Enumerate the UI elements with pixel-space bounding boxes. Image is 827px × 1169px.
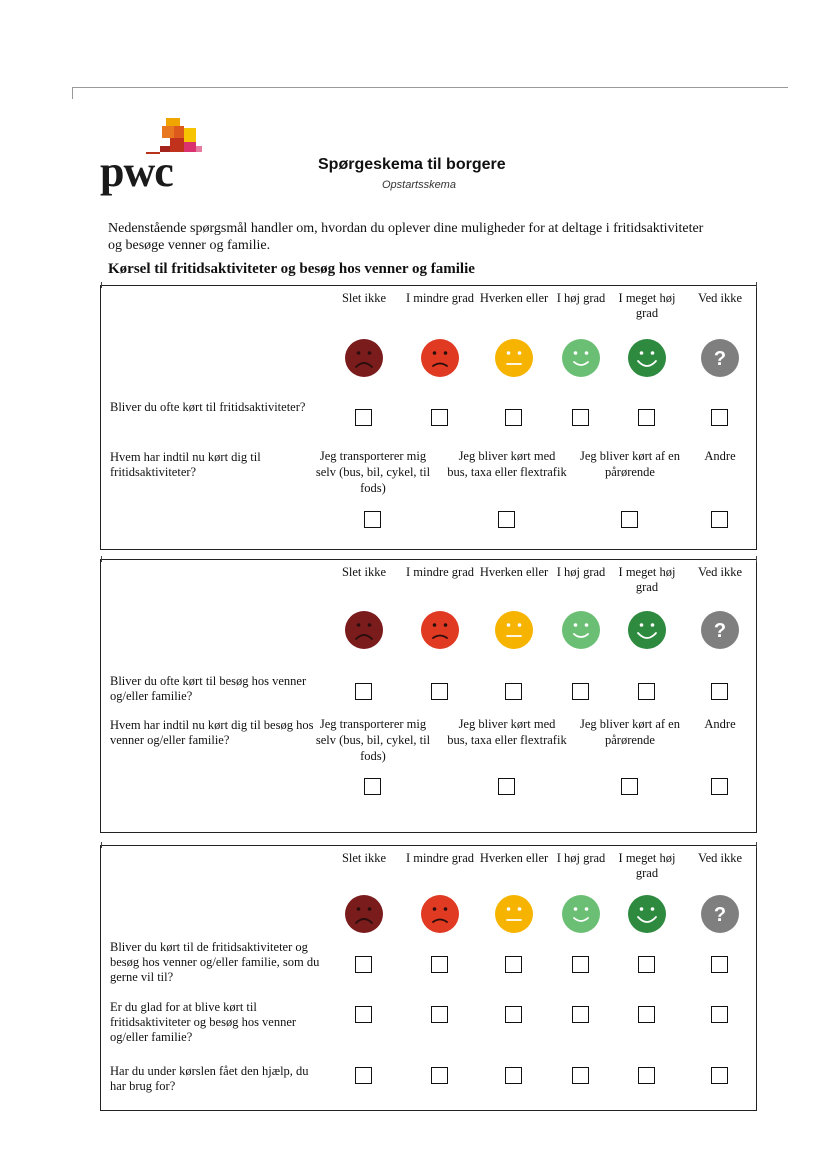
transport-option-label: Jeg transporterer mig selv (bus, bil, cykel, til fods) [315,717,431,763]
intro-text: Nedenstående spørgsmål handler om, hvordan du oplever dine muligheder for at deltage i fritidsaktiviteter og besøge venner og familie. [108,221,704,253]
checkbox-very-happy[interactable] [638,1006,655,1023]
scale-header-unknown: Ved ikke [697,565,743,579]
checkbox-very-sad[interactable] [355,956,372,973]
border-tick [101,556,102,562]
transport-option-label: Andre [704,449,736,463]
scale-header-neutral: Hverken eller [479,851,549,865]
transport-option-label: Jeg bliver kørt af en pårørende [580,717,680,747]
transport-option-label: Jeg bliver kørt af en pårørende [580,449,680,479]
scale-header-sad: I mindre grad [405,565,475,579]
scale-question: Har du under kørslen fået den hjælp, du har brug for? [110,1064,309,1093]
happy-smiley-icon [561,610,601,650]
checkbox-happy[interactable] [572,956,589,973]
checkbox-neutral[interactable] [505,683,522,700]
checkbox-very-sad[interactable] [355,1006,372,1023]
transport-question: Hvem har indtil nu kørt dig til besøg hos venner og/eller familie? [110,718,314,747]
checkbox-very-sad[interactable] [355,683,372,700]
neutral-smiley-icon [494,610,534,650]
checkbox-very-sad[interactable] [355,1067,372,1084]
checkbox-very-sad[interactable] [355,409,372,426]
scale-header-very-happy: I meget høj grad [618,851,676,880]
very-sad-smiley-icon [344,610,384,650]
checkbox-sad[interactable] [431,683,448,700]
checkbox-unknown[interactable] [711,956,728,973]
scale-header-sad: I mindre grad [405,851,475,865]
scale-header-very-happy: I meget høj grad [618,565,676,594]
border-tick [101,282,102,288]
checkbox-neutral[interactable] [505,1006,522,1023]
question-panel-3 [100,845,757,1111]
transport-option-label: Jeg transporterer mig selv (bus, bil, cykel, til fods) [315,449,431,495]
checkbox-happy[interactable] [572,683,589,700]
checkbox-happy[interactable] [572,1006,589,1023]
checkbox-neutral[interactable] [505,409,522,426]
checkbox-very-happy[interactable] [638,683,655,700]
sad-smiley-icon [420,610,460,650]
checkbox-neutral[interactable] [505,1067,522,1084]
svg-text:?: ? [713,348,727,370]
checkbox-sad[interactable] [431,1067,448,1084]
happy-smiley-icon [561,338,601,378]
page-subtitle: Opstartsskema [382,179,456,191]
scale-header-happy: I høj grad [556,851,606,865]
checkbox-sad[interactable] [431,409,448,426]
checkbox-very-happy[interactable] [638,409,655,426]
checkbox-sad[interactable] [431,1006,448,1023]
scale-header-very-sad: Slet ikke [341,851,387,865]
question-panel-2 [100,559,757,833]
question-panel-1 [100,285,757,550]
border-tick [756,282,757,288]
scale-header-very-sad: Slet ikke [341,291,387,305]
checkbox-unknown[interactable] [711,409,728,426]
neutral-smiley-icon [494,338,534,378]
page-title: Spørgeskema til borgere [318,156,506,173]
border-tick [101,842,102,848]
scale-header-unknown: Ved ikke [697,851,743,865]
unknown-smiley-icon [700,894,740,934]
svg-text:?: ? [713,620,727,642]
scale-header-neutral: Hverken eller [479,291,549,305]
transport-option-label: Jeg bliver kørt med bus, taxa eller flextrafik [447,717,567,747]
top-rule-tick [72,87,73,99]
checkbox-very-happy[interactable] [638,1067,655,1084]
transport-option-checkbox[interactable] [711,778,728,795]
transport-option-label: Andre [704,717,736,731]
transport-option-checkbox[interactable] [364,778,381,795]
scale-header-neutral: Hverken eller [479,565,549,579]
transport-option-checkbox[interactable] [498,511,515,528]
scale-question: Er du glad for at blive kørt til fritidsaktiviteter og besøg hos venner og/eller familie? [110,1000,297,1044]
checkbox-very-happy[interactable] [638,956,655,973]
checkbox-happy[interactable] [572,409,589,426]
transport-option-checkbox[interactable] [621,778,638,795]
sad-smiley-icon [420,338,460,378]
neutral-smiley-icon [494,894,534,934]
transport-option-checkbox[interactable] [498,778,515,795]
svg-text:?: ? [713,904,727,926]
scale-header-happy: I høj grad [556,291,606,305]
very-happy-smiley-icon [627,894,667,934]
very-happy-smiley-icon [627,610,667,650]
scale-question: Bliver du ofte kørt til fritidsaktiviteter? [110,400,306,414]
scale-header-sad: I mindre grad [405,291,475,305]
scale-header-happy: I høj grad [556,565,606,579]
happy-smiley-icon [561,894,601,934]
scale-question: Bliver du kørt til de fritidsaktiviteter og besøg hos venner og/eller familie, som du gerne vil til? [110,940,320,984]
checkbox-happy[interactable] [572,1067,589,1084]
transport-option-checkbox[interactable] [621,511,638,528]
checkbox-unknown[interactable] [711,1067,728,1084]
top-rule [72,87,788,88]
very-sad-smiley-icon [344,338,384,378]
checkbox-unknown[interactable] [711,683,728,700]
scale-question: Bliver du ofte kørt til besøg hos venner og/eller familie? [110,674,307,703]
checkbox-neutral[interactable] [505,956,522,973]
very-sad-smiley-icon [344,894,384,934]
unknown-smiley-icon [700,338,740,378]
transport-option-label: Jeg bliver kørt med bus, taxa eller flextrafik [447,449,567,479]
unknown-smiley-icon [700,610,740,650]
transport-question: Hvem har indtil nu kørt dig til fritidsaktiviteter? [110,450,261,479]
border-tick [756,842,757,848]
border-tick [756,556,757,562]
checkbox-sad[interactable] [431,956,448,973]
pwc-logo-text: pwc [100,147,173,196]
checkbox-unknown[interactable] [711,1006,728,1023]
section-heading: Kørsel til fritidsaktiviteter og besøg hos venner og familie [108,261,475,277]
transport-option-checkbox[interactable] [711,511,728,528]
scale-header-very-sad: Slet ikke [341,565,387,579]
scale-header-unknown: Ved ikke [697,291,743,305]
sad-smiley-icon [420,894,460,934]
transport-option-checkbox[interactable] [364,511,381,528]
very-happy-smiley-icon [627,338,667,378]
scale-header-very-happy: I meget høj grad [618,291,676,320]
